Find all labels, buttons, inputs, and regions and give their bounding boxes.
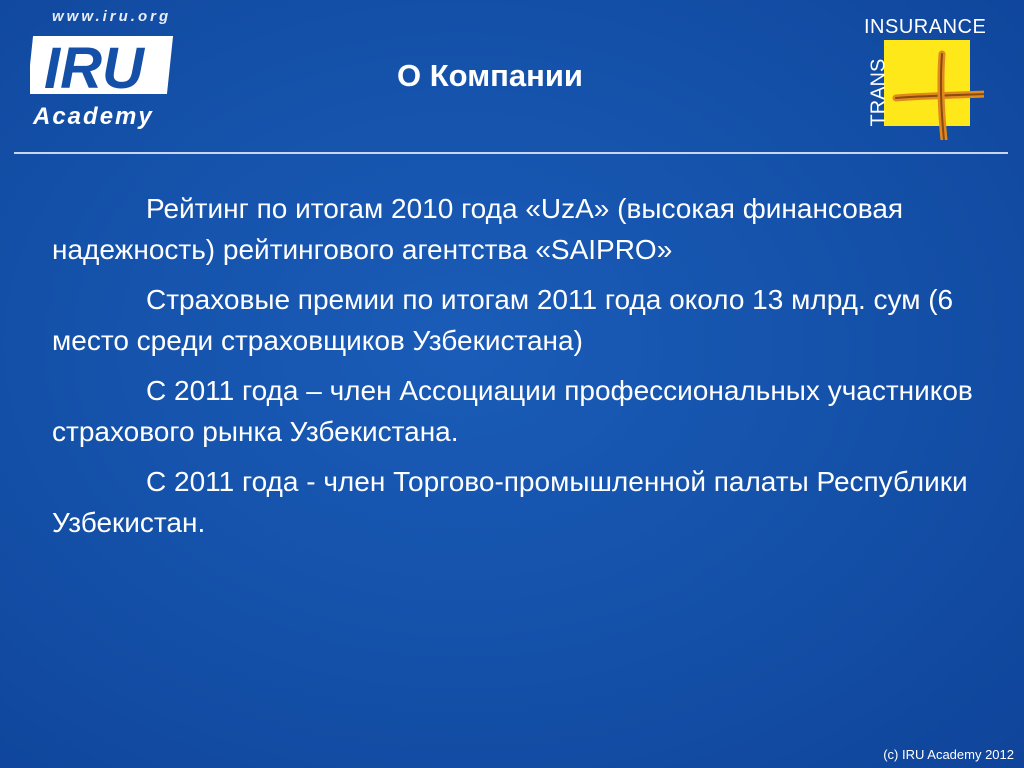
- slide-content: [52, 188, 992, 552]
- logo-word-text: IRU: [44, 36, 144, 101]
- partner-logo-side-text: TRANS: [867, 58, 890, 127]
- plus-mark-icon: [884, 40, 984, 140]
- paragraph-premiums: Страховые премии по итогам 2011 года около 13 млрд. сум (6 место среди страховщиков Узбекистана): [52, 284, 954, 356]
- partner-logo-top-text: INSURANCE: [864, 16, 987, 38]
- header-divider: [14, 152, 1008, 154]
- trans-insurance-logo-icon: [858, 10, 998, 145]
- logo-sub-text: Academy: [33, 103, 154, 130]
- paragraph-association: С 2011 года – член Ассоциации профессиональных участников страхового рынка Узбекистана.: [52, 375, 973, 447]
- footer-copyright: (c) IRU Academy 2012: [883, 747, 1014, 762]
- page-title: О Компании: [397, 58, 583, 93]
- paragraph-rating: Рейтинг по итогам 2010 года «UzA» (высокая финансовая надежность) рейтингового агентства «SAIPRO»: [52, 193, 904, 265]
- paragraph-chamber: С 2011 года - член Торгово-промышленной палаты Республики Узбекистан.: [52, 466, 968, 538]
- logo-url-text: www.iru.org: [52, 8, 172, 25]
